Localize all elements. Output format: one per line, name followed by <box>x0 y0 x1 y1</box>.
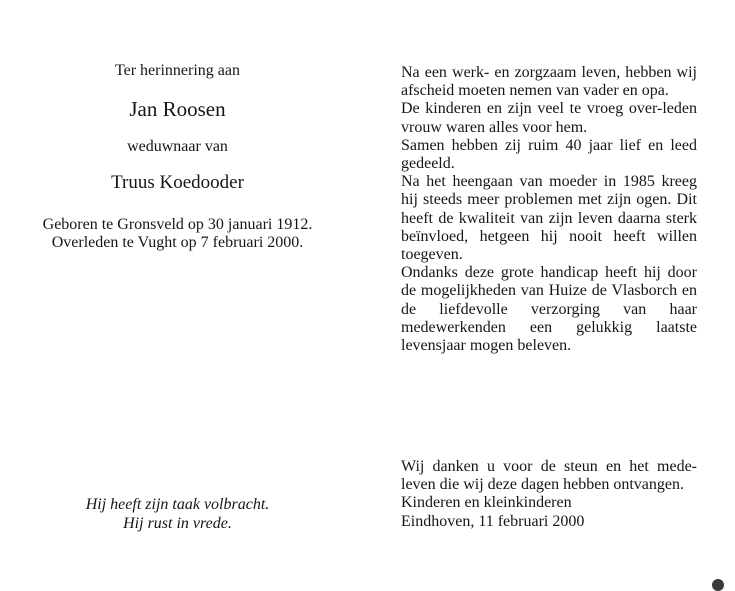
signature-text: Kinderen en kleinkinderen <box>401 494 572 512</box>
motto-line-2: Hij rust in vrede. <box>123 515 232 532</box>
place-date-text: Eindhoven, 11 februari 2000 <box>401 512 585 530</box>
motto-line-1: Hij heeft zijn taak volbracht. <box>85 496 270 513</box>
biography-text <box>401 64 697 355</box>
corner-dot <box>712 579 724 591</box>
widower-text: weduwnaar van <box>127 138 228 155</box>
closing-text <box>401 458 697 531</box>
birth-line: Geboren te Gronsveld op 30 januari 1912. <box>42 216 313 233</box>
thanks-text: Wij danken u voor de steun en het mede-leven die wij deze dagen hebben ontvangen. <box>401 458 697 494</box>
deceased-name: Jan Roosen <box>129 97 226 121</box>
intro-text: Ter herinnering aan <box>114 62 241 79</box>
paragraph: Ondanks deze grote handicap heeft hij door de mogelijkheden van Huize de Vlasborch en de liefdevolle verzorging van haar medewerkenden een gelukkig laatste levensjaar mogen beleven. <box>401 264 697 355</box>
paragraph: Na het heengaan van moeder in 1985 kreeg hij steeds meer problemen met zijn ogen. Dit heeft de kwaliteit van zijn leven daarna sterk beïnvloed, hetgeen hij nooit heeft willen toegeven. <box>401 173 697 264</box>
paragraph: Na een werk- en zorgzaam leven, hebben wij afscheid moeten nemen van vader en opa. <box>401 64 697 100</box>
paragraph: De kinderen en zijn veel te vroeg over-leden vrouw waren alles voor hem. <box>401 100 697 136</box>
left-panel <box>0 0 355 586</box>
death-line: Overleden te Vught op 7 februari 2000. <box>51 234 304 251</box>
spouse-name: Truus Koedooder <box>111 172 244 193</box>
paragraph: Samen hebben zij ruim 40 jaar lief en leed gedeeld. <box>401 136 697 173</box>
